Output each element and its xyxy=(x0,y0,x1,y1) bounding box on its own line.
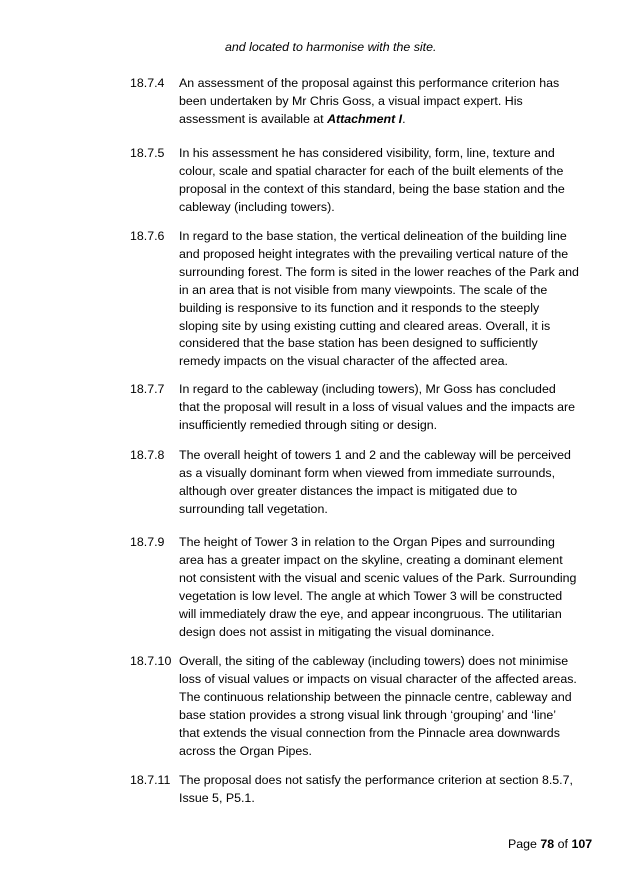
text-line: surrounding tall vegetation. xyxy=(179,501,328,516)
paragraph-text xyxy=(179,447,599,519)
paragraph-text xyxy=(179,653,599,760)
page-label: Page xyxy=(508,837,537,851)
text-line: will immediately draw the eye, and appear incongruous. The utilitarian xyxy=(179,606,562,621)
attachment-suffix: . xyxy=(402,111,406,126)
text-line: cableway (including towers). xyxy=(179,199,335,214)
paragraph-number: 18.7.9 xyxy=(130,535,165,549)
text-line: in an area that is not visible from many viewpoints. The scale of the xyxy=(179,282,548,297)
attachment-reference: Attachment I xyxy=(327,111,403,126)
text-line: considered that the base station has been designed to sufficiently xyxy=(179,336,538,351)
text-line: design does not assist in mitigating the visual dominance. xyxy=(179,624,495,639)
text-line: The continuous relationship between the pinnacle centre, cableway and xyxy=(179,689,572,704)
text-line: The proposal does not satisfy the performance criterion at section 8.5.7, xyxy=(179,773,573,787)
total-pages: 107 xyxy=(571,837,593,851)
text-line: An assessment of the proposal against this performance criterion has xyxy=(179,76,560,90)
text-line: surrounding forest. The form is sited in the lower reaches of the Park and xyxy=(179,264,579,279)
text-line xyxy=(179,111,599,129)
page-footer xyxy=(508,836,592,854)
text-line: loss of visual values or impacts on visual character of the affected areas. xyxy=(179,671,577,686)
text-line: although over greater distances the impact is mitigated due to xyxy=(179,483,518,498)
text-line: base station provides a strong visual link through ‘grouping’ and ‘line’ xyxy=(179,707,556,722)
paragraph-text xyxy=(179,75,599,129)
text-line: In regard to the cableway (including towers), Mr Goss has concluded xyxy=(179,382,556,396)
paragraph-text xyxy=(179,534,599,641)
text-line: area has a greater impact on the skyline, creating a dominant element xyxy=(179,552,563,567)
paragraph-text xyxy=(179,228,599,371)
paragraph-text xyxy=(179,772,599,808)
paragraph-number: 18.7.10 xyxy=(130,654,172,668)
text-line: The height of Tower 3 in relation to the Organ Pipes and surrounding xyxy=(179,535,555,549)
paragraph-number: 18.7.5 xyxy=(130,146,165,160)
text-line: remedy impacts on the visual character of the affected area. xyxy=(179,354,508,369)
text-line: In his assessment he has considered visibility, form, line, texture and xyxy=(179,146,555,160)
page-number: 78 xyxy=(540,837,555,851)
text-line: insufficiently remedied through siting or design. xyxy=(179,417,438,432)
text-line: In regard to the base station, the vertical delineation of the building line xyxy=(179,229,567,243)
text-line: The overall height of towers 1 and 2 and the cableway will be perceived xyxy=(179,448,571,462)
text-line: vegetation is low level. The angle at which Tower 3 will be constructed xyxy=(179,588,563,603)
text-line: not consistent with the visual and scenic values of the Park. Surrounding xyxy=(179,570,577,585)
text-line: Issue 5, P5.1. xyxy=(179,790,255,805)
text-line: been undertaken by Mr Chris Goss, a visual impact expert. His xyxy=(179,93,523,108)
text-line: building is responsive to its function and it responds to the steeply xyxy=(179,300,540,315)
text-line: sloping site by using existing cutting and cleared areas. Overall, it is xyxy=(179,318,551,333)
paragraph-number: 18.7.8 xyxy=(130,448,165,462)
continued-line: and located to harmonise with the site. xyxy=(225,40,437,54)
paragraph-text xyxy=(179,381,599,435)
text-line: as a visually dominant form when viewed from immediate surrounds, xyxy=(179,465,556,480)
paragraph-number: 18.7.7 xyxy=(130,382,165,396)
text-line: proposal in the context of this standard, being the base station and the xyxy=(179,181,565,196)
text-line: across the Organ Pipes. xyxy=(179,743,312,758)
paragraph-text xyxy=(179,145,599,217)
text-line: colour, scale and spatial character for each of the built elements of the xyxy=(179,163,564,178)
text-line: that extends the visual connection from the Pinnacle area downwards xyxy=(179,725,560,740)
text-line: Overall, the siting of the cableway (including towers) does not minimise xyxy=(179,654,569,668)
paragraph-number: 18.7.4 xyxy=(130,76,165,90)
of-label: of xyxy=(557,837,568,851)
paragraph-number: 18.7.6 xyxy=(130,229,165,243)
attachment-prefix: assessment is available at xyxy=(179,111,328,126)
text-line: and proposed height integrates with the prevailing vertical nature of the xyxy=(179,246,569,261)
text-line: that the proposal will result in a loss of visual values and the impacts are xyxy=(179,399,576,414)
paragraph-number: 18.7.11 xyxy=(130,773,171,787)
